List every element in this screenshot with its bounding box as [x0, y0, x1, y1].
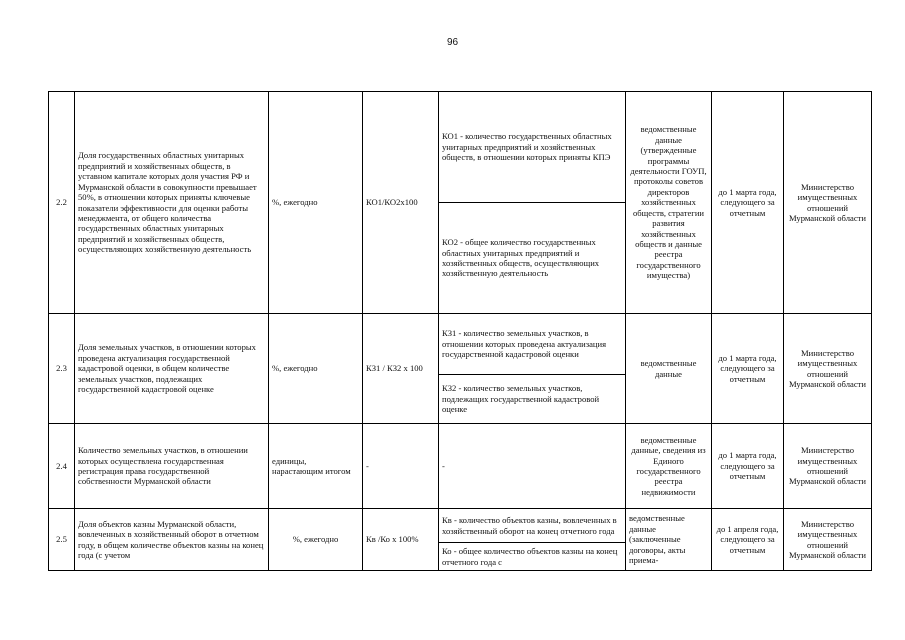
deadline-cell: до 1 марта года, следующего за отчетным: [712, 92, 784, 314]
indicators-table: [48, 91, 872, 571]
table-row: [49, 92, 872, 203]
source-cell: ведомственные данные (заключенные договоры, акты приема-: [626, 509, 712, 571]
row-number: 2.5: [49, 509, 75, 571]
deadline-cell: до 1 марта года, следующего за отчетным: [712, 314, 784, 424]
row-number: 2.3: [49, 314, 75, 424]
table-row: [49, 314, 872, 375]
responsible-cell: Министерство имущественных отношений Мурманской области: [784, 509, 872, 571]
definition-cell: Кв - количество объектов казны, вовлеченных в хозяйственный оборот на конец отчетного года: [439, 509, 626, 543]
indicator-name: Доля государственных областных унитарных предприятий и хозяйственных обществ, в уставном капитале которых доля участия РФ и Мурманской области в совокупности превышает 50%, в отношении которых приняты ключевые показатели эффективности для оценки работы менеджмента, от общего количества государственных областных унитарных предприятий и хозяйственных обществ, осуществляющих хозяйственную деятельность: [75, 92, 269, 314]
unit-cell: единицы, нарастающим итогом: [269, 424, 363, 509]
row-number: 2.4: [49, 424, 75, 509]
formula-cell: Кв /Ко х 100%: [363, 509, 439, 571]
unit-cell: %, ежегодно: [269, 509, 363, 571]
row-number: 2.2: [49, 92, 75, 314]
indicator-name: Доля объектов казны Мурманской области, вовлеченных в хозяйственный оборот в отчетном году, в общем количестве объектов казны на конец года (с учетом: [75, 509, 269, 571]
source-cell: ведомственные данные: [626, 314, 712, 424]
responsible-cell: Министерство имущественных отношений Мурманской области: [784, 92, 872, 314]
definition-cell: КО1 - количество государственных областных унитарных предприятий и хозяйственных обществ, в отношении которых приняты КПЭ: [439, 92, 626, 203]
unit-cell: %, ежегодно: [269, 314, 363, 424]
definition-cell: -: [439, 424, 626, 509]
formula-cell: КЗ1 / КЗ2 х 100: [363, 314, 439, 424]
deadline-cell: до 1 апреля года, следующего за отчетным: [712, 509, 784, 571]
formula-cell: -: [363, 424, 439, 509]
source-cell: ведомственные данные, сведения из Единого государственного реестра недвижимости: [626, 424, 712, 509]
table-row: [49, 424, 872, 509]
indicator-name: Количество земельных участков, в отношении которых осуществлена государственная регистрация права государственной собственности Мурманской области: [75, 424, 269, 509]
unit-cell: %, ежегодно: [269, 92, 363, 314]
table-row: [49, 509, 872, 543]
definition-cell: Ко - общее количество объектов казны на конец отчетного года с: [439, 543, 626, 571]
page-number: 96: [446, 37, 459, 48]
definition-cell: КО2 - общее количество государственных областных унитарных предприятий и хозяйственных обществ, осуществляющих хозяйственную деятельность: [439, 203, 626, 314]
formula-cell: КО1/КО2х100: [363, 92, 439, 314]
source-cell: ведомственные данные (утвержденные программы деятельности ГОУП, протоколы советов директоров хозяйственных обществ, стратегии развития хозяйственных обществ и данные реестра государственного имущества): [626, 92, 712, 314]
definition-cell: КЗ2 - количество земельных участков, подлежащих государственной кадастровой оценке: [439, 375, 626, 424]
deadline-cell: до 1 марта года, следующего за отчетным: [712, 424, 784, 509]
responsible-cell: Министерство имущественных отношений Мурманской области: [784, 424, 872, 509]
responsible-cell: Министерство имущественных отношений Мурманской области: [784, 314, 872, 424]
definition-cell: КЗ1 - количество земельных участков, в отношении которых проведена актуализация государственной кадастровой оценки: [439, 314, 626, 375]
indicator-name: Доля земельных участков, в отношении которых проведена актуализация государственной кадастровой оценки, в общем количестве земельных участков, подлежащих государственной кадастровой оценке: [75, 314, 269, 424]
